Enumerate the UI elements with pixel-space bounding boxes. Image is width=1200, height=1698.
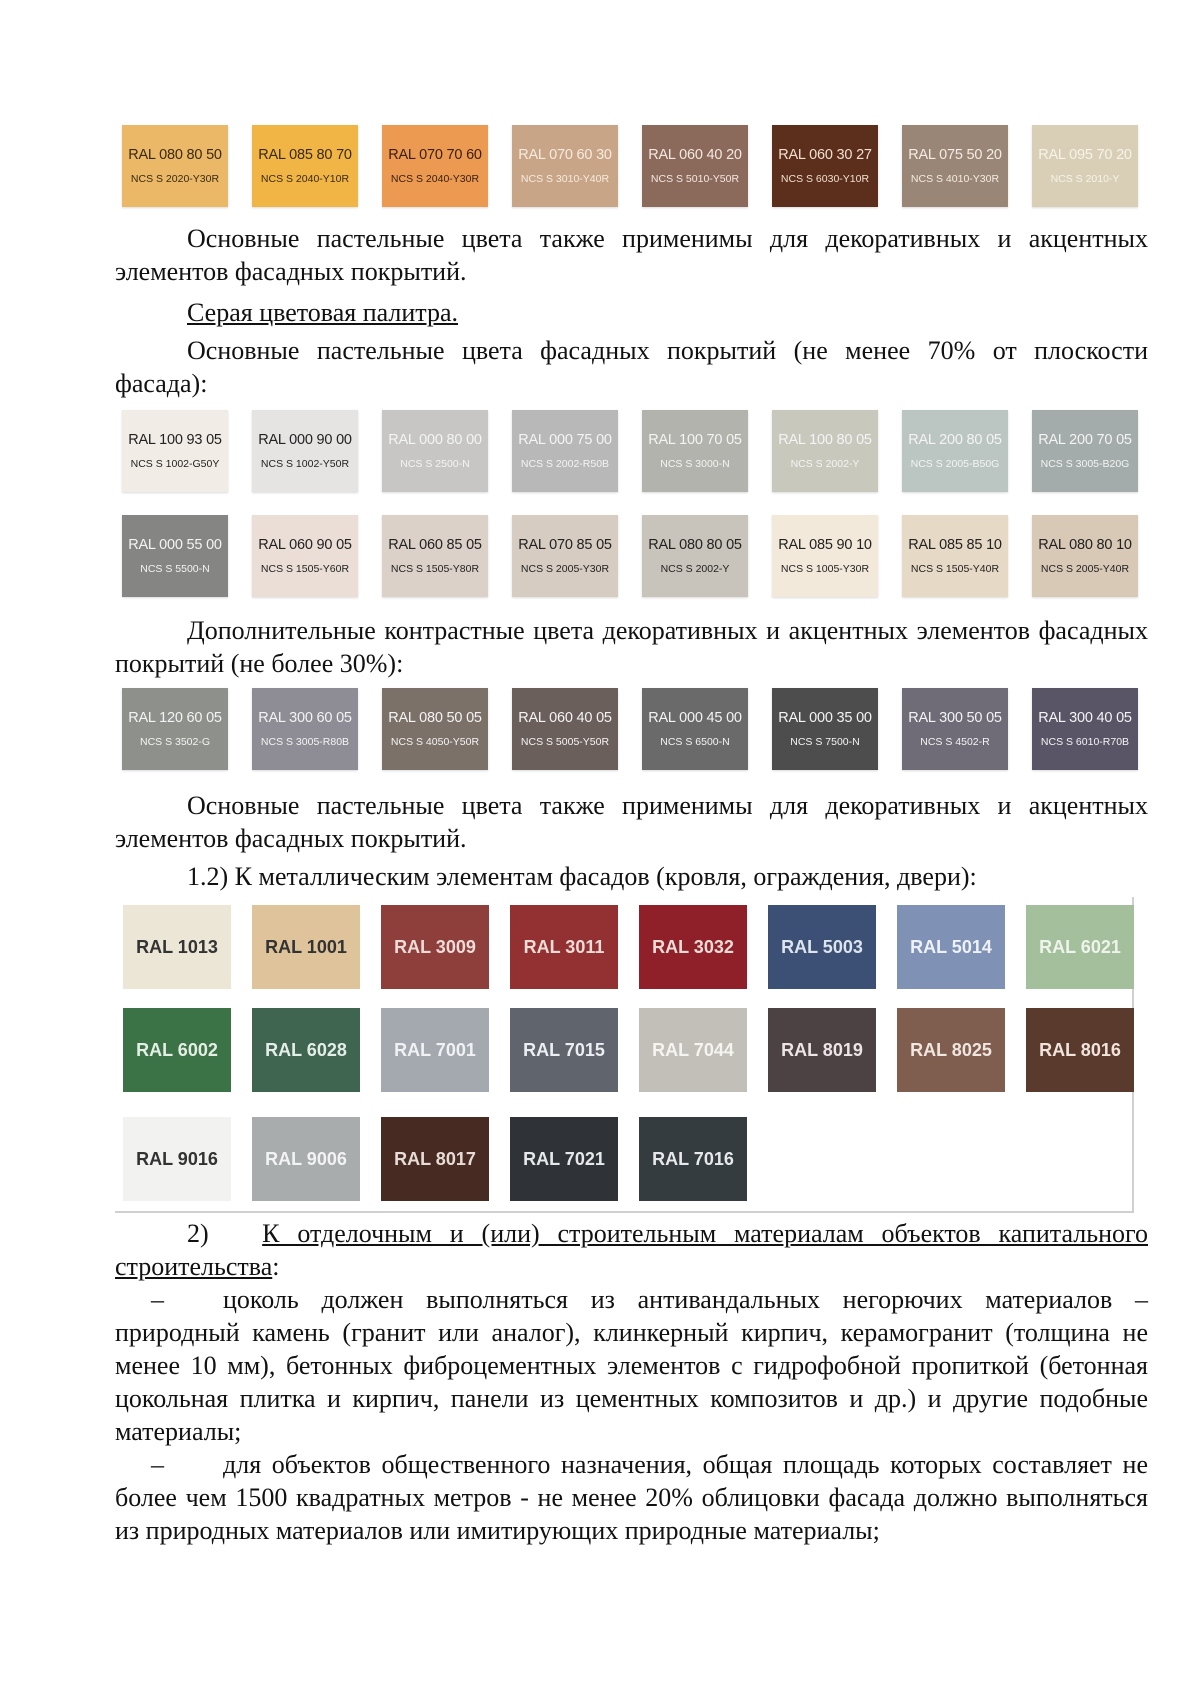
- color-swatch: [642, 410, 748, 492]
- bullet-item-1: [115, 1283, 1148, 1448]
- section-2-title: К отделочным и (или) строительным материалам объектов капитального строительства: [115, 1219, 1149, 1281]
- color-swatch: [382, 410, 488, 492]
- swatch-ral-code: RAL 080 50 05: [388, 710, 482, 726]
- palette-top-row: [122, 125, 1162, 207]
- swatch-ral-code: RAL 070 70 60: [388, 147, 482, 163]
- color-swatch: [902, 125, 1008, 207]
- swatch-ncs-code: NCS S 3005-B20G: [1040, 458, 1130, 470]
- swatch-ncs-code: NCS S 1005-Y30R: [780, 563, 870, 575]
- swatch-ncs-code: NCS S 6030-Y10R: [780, 173, 870, 185]
- swatch-ncs-code: NCS S 2005-Y30R: [520, 563, 610, 575]
- swatch-ral-code: RAL 000 75 00: [518, 432, 612, 448]
- bullet-item-2-text: для объектов общественного назначения, общая площадь которых составляет не более чем 1500 квадратных метров - не менее 20% облицовки фасада должно выполняться из природных материалов или имитирующих природные материалы;: [115, 1450, 1148, 1545]
- color-swatch: [252, 125, 358, 207]
- swatch-ncs-code: NCS S 4010-Y30R: [910, 173, 1000, 185]
- swatch-ncs-code: NCS S 1002-Y50R: [260, 458, 350, 470]
- swatch-ral-code: RAL 085 85 10: [908, 537, 1002, 553]
- swatch-ral-code: RAL 200 70 05: [1038, 432, 1132, 448]
- swatch-ral-code: RAL 080 80 50: [128, 147, 222, 163]
- metal-color-swatch: RAL 7044: [639, 1008, 747, 1092]
- color-swatch: [382, 125, 488, 207]
- color-swatch: [772, 515, 878, 597]
- bullet-item-2: [115, 1448, 1148, 1547]
- paragraph-pastel-note-2: Основные пастельные цвета также применимы для декоративных и акцентных элементов фасадных покрытий.: [115, 791, 1148, 853]
- swatch-ral-code: RAL 085 90 10: [778, 537, 872, 553]
- swatch-ncs-code: NCS S 2040-Y30R: [390, 173, 480, 185]
- section-2-colon: :: [272, 1252, 280, 1281]
- color-swatch: [772, 410, 878, 492]
- color-swatch: [382, 515, 488, 597]
- color-swatch: [642, 688, 748, 770]
- swatch-ral-code: RAL 000 45 00: [648, 710, 742, 726]
- metal-color-swatch: RAL 3032: [639, 905, 747, 989]
- swatch-ral-code: RAL 300 40 05: [1038, 710, 1132, 726]
- color-swatch: [772, 125, 878, 207]
- color-swatch: [512, 515, 618, 597]
- metal-color-swatch: RAL 9006: [252, 1117, 360, 1201]
- gray-palette-row-1: [122, 410, 1162, 492]
- color-swatch: [642, 515, 748, 597]
- metal-color-swatch: RAL 6028: [252, 1008, 360, 1092]
- swatch-ral-code: RAL 100 70 05: [648, 432, 742, 448]
- color-swatch: [122, 125, 228, 207]
- swatch-ral-code: RAL 100 93 05: [128, 432, 222, 448]
- color-swatch: [1032, 515, 1138, 597]
- metal-color-swatch: RAL 7021: [510, 1117, 618, 1201]
- metal-color-swatch: RAL 6002: [123, 1008, 231, 1092]
- swatch-ncs-code: NCS S 3000-N: [660, 458, 730, 470]
- swatch-ral-code: RAL 000 80 00: [388, 432, 482, 448]
- heading-gray-palette-text: Серая цветовая палитра.: [187, 298, 459, 327]
- metal-row-1: [123, 905, 1155, 989]
- section-2-number: 2): [187, 1219, 209, 1248]
- swatch-ncs-code: NCS S 7500-N: [790, 736, 860, 748]
- swatch-ncs-code: NCS S 1002-G50Y: [130, 458, 220, 470]
- swatch-ral-code: RAL 000 35 00: [778, 710, 872, 726]
- swatch-ncs-code: NCS S 3005-R80B: [260, 736, 350, 748]
- metal-color-swatch: RAL 1001: [252, 905, 360, 989]
- swatch-ncs-code: NCS S 4050-Y50R: [390, 736, 480, 748]
- swatch-ncs-code: NCS S 1505-Y60R: [260, 563, 350, 575]
- metal-color-swatch: RAL 8019: [768, 1008, 876, 1092]
- heading-gray-palette: [115, 296, 1200, 329]
- color-swatch: [122, 515, 228, 597]
- bullet-dash: –: [151, 1285, 164, 1314]
- metal-color-swatch: RAL 3009: [381, 905, 489, 989]
- swatch-ral-code: RAL 060 30 27: [778, 147, 872, 163]
- swatch-ral-code: RAL 070 60 30: [518, 147, 612, 163]
- color-swatch: [902, 688, 1008, 770]
- swatch-ral-code: RAL 120 60 05: [128, 710, 222, 726]
- color-swatch: [902, 515, 1008, 597]
- section-2-heading: [115, 1217, 1148, 1283]
- swatch-ncs-code: NCS S 3502-G: [139, 736, 211, 748]
- swatch-ral-code: RAL 080 80 10: [1038, 537, 1132, 553]
- swatch-ral-code: RAL 060 40 05: [518, 710, 612, 726]
- gray-palette-row-2: [122, 515, 1162, 597]
- swatch-ncs-code: NCS S 2010-Y: [1050, 173, 1120, 185]
- color-swatch: [252, 410, 358, 492]
- swatch-ncs-code: NCS S 5010-Y50R: [650, 173, 740, 185]
- swatch-ncs-code: NCS S 2002-Y: [660, 563, 730, 575]
- color-swatch: [122, 688, 228, 770]
- swatch-ncs-code: NCS S 2040-Y10R: [260, 173, 350, 185]
- swatch-ncs-code: NCS S 1505-Y80R: [390, 563, 480, 575]
- swatch-ncs-code: NCS S 2020-Y30R: [130, 173, 220, 185]
- metal-row-2: [123, 1008, 1155, 1092]
- metal-color-swatch: RAL 1013: [123, 905, 231, 989]
- paragraph-pastel-note: Основные пастельные цвета также применимы для декоративных и акцентных элементов фасадных покрытий.: [115, 224, 1148, 286]
- swatch-ncs-code: NCS S 2005-B50G: [910, 458, 1000, 470]
- swatch-ral-code: RAL 075 50 20: [908, 147, 1002, 163]
- color-swatch: [382, 688, 488, 770]
- color-swatch: [1032, 410, 1138, 492]
- swatch-ncs-code: NCS S 1505-Y40R: [910, 563, 1000, 575]
- swatch-ncs-code: NCS S 2002-Y: [790, 458, 860, 470]
- swatch-ral-code: RAL 080 80 05: [648, 537, 742, 553]
- swatch-ral-code: RAL 060 85 05: [388, 537, 482, 553]
- color-swatch: [772, 688, 878, 770]
- swatch-ncs-code: NCS S 2005-Y40R: [1040, 563, 1130, 575]
- swatch-ral-code: RAL 300 50 05: [908, 710, 1002, 726]
- color-swatch: [122, 410, 228, 492]
- swatch-ral-code: RAL 070 85 05: [518, 537, 612, 553]
- color-swatch: [252, 688, 358, 770]
- color-swatch: [1032, 688, 1138, 770]
- metal-color-swatch: RAL 7015: [510, 1008, 618, 1092]
- bullet-dash: –: [151, 1450, 164, 1479]
- metal-color-swatch: RAL 8025: [897, 1008, 1005, 1092]
- swatch-ncs-code: NCS S 3010-Y40R: [520, 173, 610, 185]
- paragraph-metal-elements: 1.2) К металлическим элементам фасадов (кровля, ограждения, двери):: [187, 862, 977, 891]
- metal-color-swatch: RAL 5014: [897, 905, 1005, 989]
- metal-color-chart: [115, 897, 1134, 1213]
- paragraph-contrast: Дополнительные контрастные цвета декоративных и акцентных элементов фасадных покрытий (не более 30%):: [115, 616, 1148, 678]
- swatch-ral-code: RAL 000 90 00: [258, 432, 352, 448]
- swatch-ncs-code: NCS S 2500-N: [400, 458, 470, 470]
- color-swatch: [642, 125, 748, 207]
- metal-color-swatch: RAL 3011: [510, 905, 618, 989]
- swatch-ral-code: RAL 300 60 05: [258, 710, 352, 726]
- swatch-ncs-code: NCS S 5005-Y50R: [520, 736, 610, 748]
- swatch-ncs-code: NCS S 2002-R50B: [520, 458, 610, 470]
- metal-color-swatch: RAL 8017: [381, 1117, 489, 1201]
- swatch-ral-code: RAL 060 90 05: [258, 537, 352, 553]
- swatch-ncs-code: NCS S 6500-N: [660, 736, 730, 748]
- color-swatch: [252, 515, 358, 597]
- swatch-ral-code: RAL 200 80 05: [908, 432, 1002, 448]
- metal-color-swatch: RAL 7001: [381, 1008, 489, 1092]
- swatch-ncs-code: NCS S 4502-R: [920, 736, 990, 748]
- swatch-ral-code: RAL 085 80 70: [258, 147, 352, 163]
- swatch-ncs-code: NCS S 6010-R70B: [1040, 736, 1130, 748]
- swatch-ral-code: RAL 100 80 05: [778, 432, 872, 448]
- metal-color-swatch: RAL 7016: [639, 1117, 747, 1201]
- swatch-ncs-code: NCS S 5500-N: [140, 563, 210, 575]
- swatch-ral-code: RAL 095 70 20: [1038, 147, 1132, 163]
- color-swatch: [902, 410, 1008, 492]
- contrast-palette-row: [122, 688, 1162, 770]
- swatch-ral-code: RAL 000 55 00: [128, 537, 222, 553]
- metal-color-swatch: RAL 6021: [1026, 905, 1134, 989]
- metal-color-swatch: RAL 5003: [768, 905, 876, 989]
- metal-row-3: [123, 1117, 768, 1201]
- metal-color-swatch: RAL 9016: [123, 1117, 231, 1201]
- color-swatch: [512, 125, 618, 207]
- metal-color-swatch: RAL 8016: [1026, 1008, 1134, 1092]
- color-swatch: [512, 410, 618, 492]
- color-swatch: [1032, 125, 1138, 207]
- swatch-ral-code: RAL 060 40 20: [648, 147, 742, 163]
- color-swatch: [512, 688, 618, 770]
- bullet-item-1-text: цоколь должен выполняться из антивандальных негорючих материалов – природный камень (гранит или аналог), клинкерный кирпич, керамогранит (толщина не менее 10 мм), бетонных фиброцементных элементов с гидрофобной пропиткой (бетонная цокольная плитка и кирпич, панели из цементных композитов и др.) и другие подобные материалы;: [115, 1285, 1148, 1446]
- paragraph-main-pastel: Основные пастельные цвета фасадных покрытий (не менее 70% от плоскости фасада):: [115, 336, 1148, 398]
